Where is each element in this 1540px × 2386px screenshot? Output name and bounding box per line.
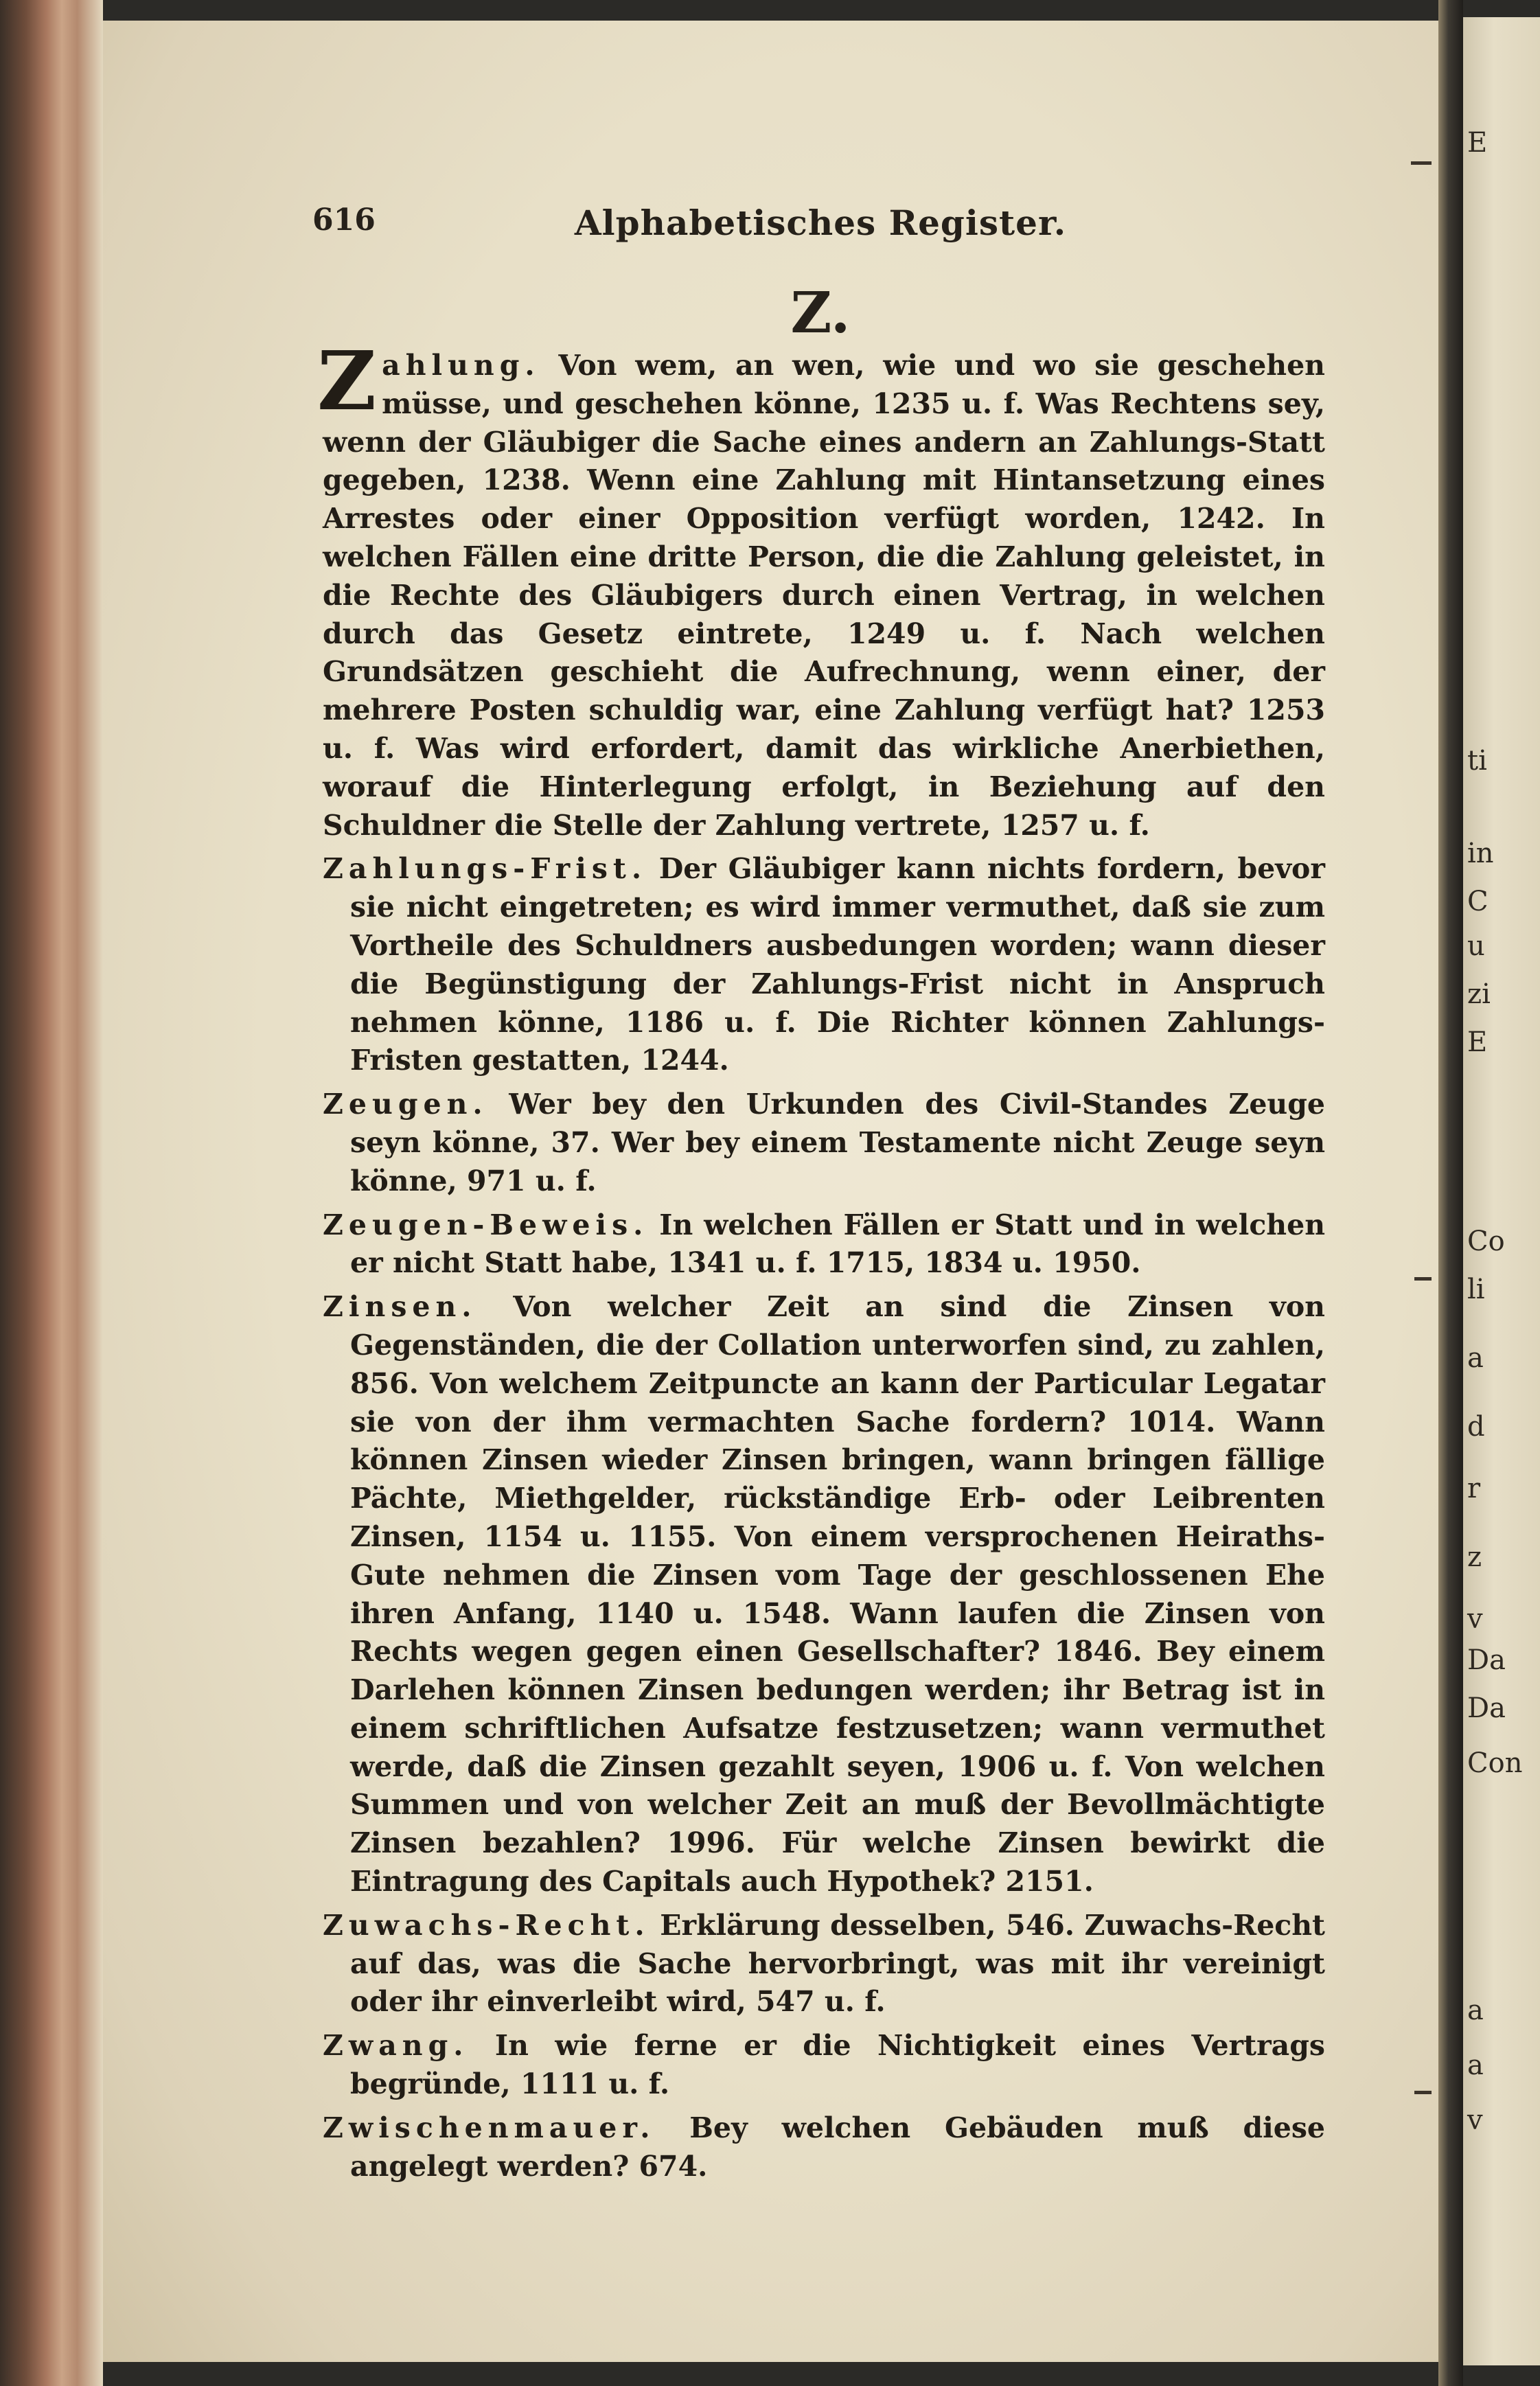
- entry-term: ahlung.: [382, 349, 540, 382]
- entry-term: Zeugen.: [323, 1088, 488, 1121]
- register-entry: [323, 1086, 1325, 1200]
- book-edge: [0, 0, 103, 2386]
- entry-term: Zinsen.: [323, 1290, 477, 1324]
- margin-mark: [1414, 1277, 1432, 1281]
- adjacent-page-edge: [1463, 17, 1540, 2365]
- entry-text: Bey welchen Gebäuden muß diese angelegt werden? 674.: [350, 2111, 1325, 2183]
- adjacent-page-fragment: Co: [1467, 1226, 1505, 1257]
- adjacent-page-fragment: v: [1467, 1603, 1483, 1635]
- register-entry: [323, 2027, 1325, 2104]
- entry-text: In welchen Fällen er Statt und in welchen er nicht Statt habe, 1341 u. f. 1715, 1834 u. 1950.: [350, 1208, 1325, 1280]
- adjacent-page-fragment: a: [1467, 1995, 1484, 2026]
- register-entries: [317, 333, 1325, 2191]
- entry-text: In wie ferne er die Nichtigkeit eines Vertrags begründe, 1111 u. f.: [350, 2029, 1325, 2101]
- register-entry: [317, 333, 1325, 845]
- entry-text: Von welcher Zeit an sind die Zinsen von Gegenständen, die der Collation unterworfen sind, zu zahlen, 856. Von welchem Zeitpuncte an kann der Particular Legatar sie von der ihm vermachten Sache fordern? 1014. Wann können Zinsen wieder Zinsen bringen, wann bringen fällige Pächte, Miethgelder, rückständige Erb- oder Leibrenten Zinsen, 1154 u. 1155. Von einem versprochenen Heiraths-Gute nehmen die Zinsen vom Tage der geschlossenen Ehe ihren Anfang, 1140 u. 1548. Wann laufen die Zinsen von Rechts wegen gegen einen Gesellschafter? 1846. Bey einem Darlehen können Zinsen bedungen werden; ihr Betrag ist in einem schriftlichen Aufsatze festzusetzen; wann vermuthet werde, daß die Zinsen gezahlt seyen, 1906 u. f. Von welchen Summen und von welcher Zeit an muß der Bevollmächtigte Zinsen bezahlen? 1996. Für welche Zinsen bewirkt die Eintragung des Capitals auch Hypothek? 2151.: [350, 1290, 1325, 1899]
- adjacent-page-fragment: zi: [1467, 978, 1491, 1010]
- adjacent-page-fragment: d: [1467, 1411, 1485, 1443]
- entry-text: Wer bey den Urkunden des Civil-Standes Zeuge seyn könne, 37. Wer bey einem Testamente nicht Zeuge seyn könne, 971 u. f.: [350, 1088, 1325, 1197]
- margin-mark: [1414, 2091, 1432, 2094]
- section-letter: Z.: [790, 280, 851, 346]
- adjacent-page-fragment: u: [1467, 930, 1485, 962]
- margin-mark: [1411, 161, 1432, 165]
- entry-term: Zuwachs-Recht.: [323, 1908, 650, 1942]
- entry-text: Der Gläubiger kann nichts fordern, bevor sie nicht eingetreten; es wird immer vermuthet, daß sie zum Vortheile des Schuldners ausbedungen worden; wann dieser die Begünstigung der Zahlungs-Frist nicht in Anspruch nehmen könne, 1186 u. f. Die Richter können Zahlungs-Fristen gestatten, 1244.: [350, 852, 1325, 1077]
- adjacent-page-fragment: a: [1467, 2050, 1484, 2081]
- entry-text: Erklärung desselben, 546. Zuwachs-Recht auf das, was die Sache hervorbringt, was mit ihr vereinigt oder ihr einverleibt wird, 547 u. f.: [350, 1908, 1325, 2019]
- adjacent-page-fragment: E: [1467, 1026, 1488, 1058]
- entry-text: Von wem, an wen, wie und wo sie geschehen müsse, und geschehen könne, 1235 u. f. Was Rechtens sey, wenn der Gläubiger die Sache eines andern an Zahlungs-Statt gegeben, 1238. Wenn eine Zahlung mit Hintansetzung eines Arrestes oder einer Opposition verfügt worden, 1242. In welchen Fällen eine dritte Person, die die Zahlung geleistet, in die Rechte des Gläubigers durch einen Vertrag, in welchen durch das Gesetz eintrete, 1249 u. f. Nach welchen Grundsätzen geschieht die Aufrechnung, wenn einer, der mehrere Posten schuldig war, eine Zahlung verfügt hat? 1253 u. f. Was wird erfordert, damit das wirkliche Anerbiethen, worauf die Hinterlegung erfolgt, in Beziehung auf den Schuldner die Stelle der Zahlung vertrete, 1257 u. f.: [323, 349, 1325, 842]
- page-header: [312, 203, 1329, 251]
- adjacent-page-fragment: Da: [1467, 1693, 1506, 1724]
- page-gutter: [1438, 0, 1463, 2386]
- page-number: 616: [312, 203, 376, 238]
- adjacent-page-fragment: Da: [1467, 1644, 1506, 1676]
- entry-term: Zahlungs-Frist.: [323, 852, 647, 886]
- entry-term: Zwischenmauer.: [323, 2111, 656, 2144]
- adjacent-page-fragment: z: [1467, 1541, 1482, 1573]
- adjacent-page-fragment: li: [1467, 1274, 1485, 1305]
- register-entry: [323, 1288, 1325, 1901]
- entry-term: Zeugen-Beweis.: [323, 1208, 649, 1241]
- adjacent-page-fragment: C: [1467, 886, 1489, 917]
- adjacent-page-fragment: E: [1467, 127, 1488, 159]
- adjacent-page-fragment: Con: [1467, 1747, 1523, 1779]
- register-entry: [323, 2109, 1325, 2186]
- drop-cap: Z: [317, 333, 377, 428]
- register-entry: [323, 1907, 1325, 2021]
- entry-term: Zwang.: [323, 2029, 469, 2063]
- register-entry: [323, 850, 1325, 1080]
- adjacent-page-fragment: r: [1467, 1473, 1481, 1504]
- adjacent-page-fragment: in: [1467, 838, 1494, 869]
- adjacent-page-fragment: v: [1467, 2104, 1483, 2136]
- running-title: Alphabetisches Register.: [574, 203, 1067, 243]
- adjacent-page-fragment: a: [1467, 1342, 1484, 1374]
- adjacent-page-fragment: ti: [1467, 745, 1487, 777]
- register-entry: [323, 1206, 1325, 1283]
